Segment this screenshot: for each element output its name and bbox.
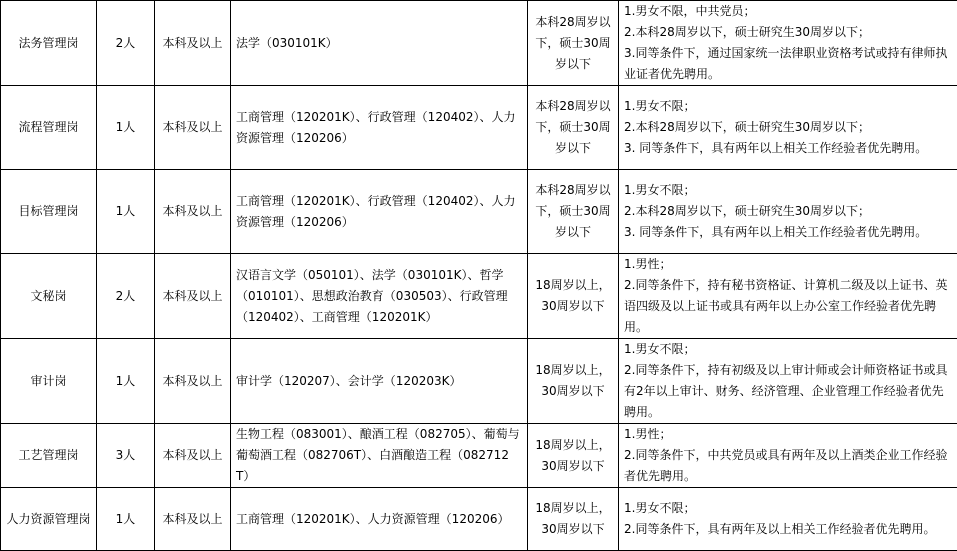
position-cell: 目标管理岗: [1, 170, 97, 254]
age-cell: 18周岁以上，30周岁以下: [528, 424, 619, 488]
headcount-cell: 1人: [97, 170, 155, 254]
major-cell: 工商管理（120201K）、人力资源管理（120206）: [231, 488, 528, 551]
table-row: [1, 86, 957, 170]
education-cell: 本科及以上: [155, 86, 231, 170]
headcount-cell: 1人: [97, 86, 155, 170]
requirements-cell: [619, 170, 957, 254]
age-cell: 18周岁以上，30周岁以下: [528, 488, 619, 551]
requirement-line: 3. 同等条件下，具有两年以上相关工作经验者优先聘用。: [624, 222, 952, 243]
requirements-cell: [619, 488, 957, 551]
age-cell: 本科28周岁以下，硕士30周岁以下: [528, 86, 619, 170]
requirement-line: 2.本科28周岁以下，硕士研究生30周岁以下；: [624, 117, 952, 138]
education-cell: 本科及以上: [155, 254, 231, 339]
requirement-line: 1.男女不限；: [624, 180, 952, 201]
requirement-line: 1.男女不限；: [624, 96, 952, 117]
headcount-cell: 2人: [97, 1, 155, 86]
requirements-cell: [619, 339, 957, 424]
position-cell: 审计岗: [1, 339, 97, 424]
education-cell: 本科及以上: [155, 1, 231, 86]
table-row: [1, 339, 957, 424]
education-cell: 本科及以上: [155, 488, 231, 551]
major-cell: 审计学（120207）、会计学（120203K）: [231, 339, 528, 424]
table-row: [1, 170, 957, 254]
position-cell: 文秘岗: [1, 254, 97, 339]
table-row: [1, 1, 957, 86]
position-cell: 工艺管理岗: [1, 424, 97, 488]
requirement-line: 3.同等条件下，通过国家统一法律职业资格考试或持有律师执业证者优先聘用。: [624, 43, 952, 85]
major-cell: 工商管理（120201K）、行政管理（120402）、人力资源管理（120206）: [231, 170, 528, 254]
education-cell: 本科及以上: [155, 339, 231, 424]
age-cell: 18周岁以上，30周岁以下: [528, 254, 619, 339]
requirement-line: 2.本科28周岁以下，硕士研究生30周岁以下；: [624, 201, 952, 222]
requirements-cell: [619, 86, 957, 170]
requirement-line: 2.同等条件下，中共党员或具有两年及以上酒类企业工作经验者优先聘用。: [624, 445, 952, 487]
table-row: [1, 488, 957, 551]
headcount-cell: 1人: [97, 339, 155, 424]
table-row: [1, 424, 957, 488]
requirements-cell: [619, 254, 957, 339]
position-cell: 流程管理岗: [1, 86, 97, 170]
requirement-line: 1.男女不限；: [624, 339, 952, 360]
major-cell: 工商管理（120201K）、行政管理（120402）、人力资源管理（120206）: [231, 86, 528, 170]
age-cell: 本科28周岁以下，硕士30周岁以下: [528, 1, 619, 86]
headcount-cell: 2人: [97, 254, 155, 339]
requirement-line: 1.男性；: [624, 254, 952, 275]
table-body: [1, 1, 957, 551]
requirement-line: 3. 同等条件下，具有两年以上相关工作经验者优先聘用。: [624, 138, 952, 159]
requirements-cell: [619, 1, 957, 86]
table-row: [1, 254, 957, 339]
requirement-line: 1.男女不限；: [624, 498, 952, 519]
requirement-line: 2.本科28周岁以下，硕士研究生30周岁以下；: [624, 22, 952, 43]
education-cell: 本科及以上: [155, 424, 231, 488]
position-cell: 人力资源管理岗: [1, 488, 97, 551]
major-cell: 生物工程（083001）、酿酒工程（082705）、葡萄与葡萄酒工程（082706T）、白酒酿造工程（082712T）: [231, 424, 528, 488]
headcount-cell: 3人: [97, 424, 155, 488]
requirement-line: 2.同等条件下，持有初级及以上审计师或会计师资格证书或具有2年以上审计、财务、经济管理、企业管理工作经验者优先聘用。: [624, 360, 952, 423]
major-cell: 法学（030101K）: [231, 1, 528, 86]
requirements-cell: [619, 424, 957, 488]
requirement-line: 1.男性；: [624, 424, 952, 445]
requirement-line: 1.男女不限，中共党员；: [624, 1, 952, 22]
requirement-line: 2.同等条件下，持有秘书资格证、计算机二级及以上证书、英语四级及以上证书或具有两年以上办公室工作经验者优先聘用。: [624, 275, 952, 338]
age-cell: 18周岁以上，30周岁以下: [528, 339, 619, 424]
major-cell: 汉语言文学（050101）、法学（030101K）、哲学（010101）、思想政治教育（030503）、行政管理（120402）、工商管理（120201K）: [231, 254, 528, 339]
headcount-cell: 1人: [97, 488, 155, 551]
education-cell: 本科及以上: [155, 170, 231, 254]
position-cell: 法务管理岗: [1, 1, 97, 86]
age-cell: 本科28周岁以下，硕士30周岁以下: [528, 170, 619, 254]
requirement-line: 2.同等条件下，具有两年及以上相关工作经验者优先聘用。: [624, 519, 952, 540]
